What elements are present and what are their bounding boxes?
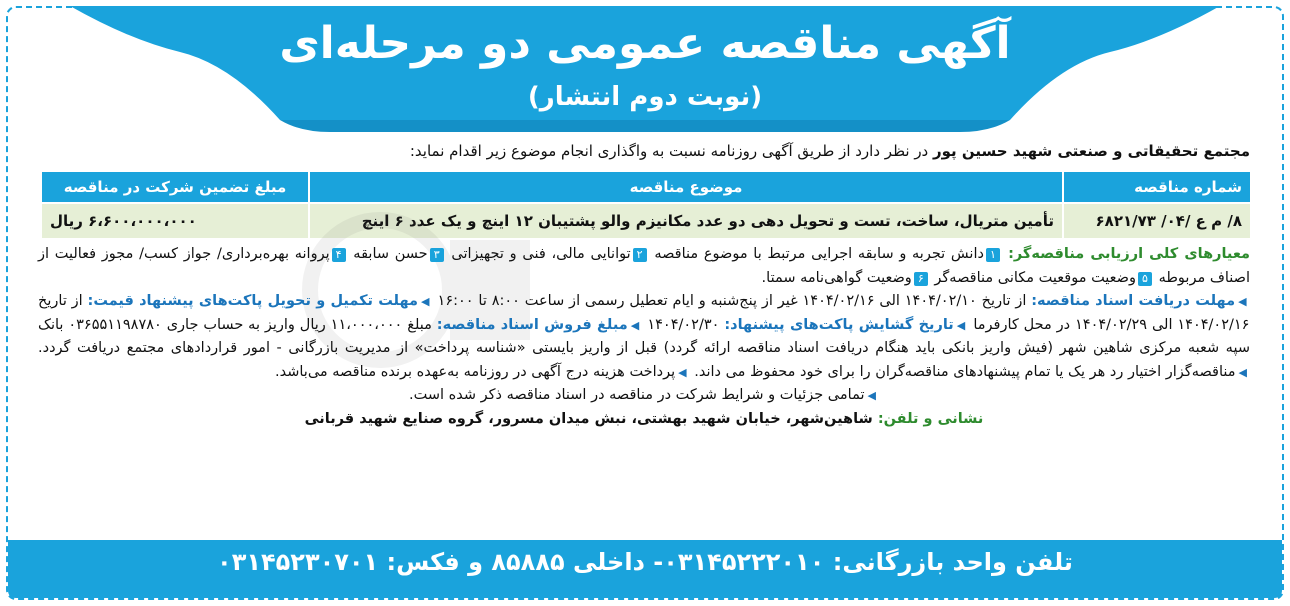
bullet-icon: ◀ [956,318,966,332]
criteria-item-3: حسن سابقه [347,246,428,262]
address-label: نشانی و تلفن: [872,410,984,427]
criteria-item-5: وضعیت موقعیت مکانی مناقصه‌گر [929,269,1136,286]
notice-title: آگهی مناقصه عمومی دو مرحله‌ای [279,18,1011,69]
address-text: شاهین‌شهر، خیابان شهید بهشتی، نبش میدان مسرور، گروه صنایع شهید قربانی [304,410,873,427]
criteria-badge-3: ۳ [430,248,444,262]
organization-name: مجتمع تحقیقاتی و صنعتی شهید حسین پور [933,142,1250,160]
receive-label: مهلت دریافت اسناد مناقصه: [1031,293,1236,309]
criteria-badge-4: ۴ [332,248,346,262]
address-line [38,408,1250,432]
bullet-icon: ◀ [867,389,876,402]
criteria-badge-5: ۵ [1138,272,1152,286]
notice-body [38,243,1250,431]
criteria-item-6: وضعیت گواهی‌نامه سمتا. [761,269,912,286]
reject-text: مناقصه‌گزار اختیار رد هر یک یا تمام پیشنهادهای مناقصه‌گران را برای خود محفوظ می داند. [689,363,1236,380]
tender-table [40,170,1252,240]
cost-text: پرداخت هزینه درج آگهی در روزنامه به‌عهده برنده مناقصه می‌باشد. [275,363,676,380]
criteria-badge-2: ۲ [633,248,647,262]
open-text: ۱۴۰۴/۰۲/۳۰ [642,316,725,333]
criteria-item-1: دانش تجربه و سابقه اجرایی مرتبط با موضوع مناقصه [648,246,984,262]
open-label: تاریخ گشایش پاکت‌های پیشنهاد: [724,316,954,333]
table-row [41,203,1251,239]
tender-number: ۸/ م ع /۰۴/ ۶۸۲۱/۷۳ [1063,203,1251,239]
tender-subject: تأمین متریال، ساخت، تست و تحویل دهی دو عدد مکانیزم والو پشتیبان ۱۲ اینچ و یک عدد ۶ اینچ [309,203,1063,239]
footer-phone: تلفن واحد بازرگانی: ۰۳۱۴۵۲۲۲۰۱۰- داخلی ۸۵۸۸۵ و فکس: ۰۳۱۴۵۲۳۰۷۰۱ [217,548,1073,576]
bullet-icon: ◀ [630,318,640,332]
price-label: مبلغ فروش اسناد مناقصه: [436,316,628,333]
details-text: تمامی جزئیات و شرایط شرکت در مناقصه در اسناد مناقصه ذکر شده است. [409,387,865,403]
bullet-icon: ◀ [678,365,687,379]
criteria-label: معیارهای کلی ارزیابی مناقصه‌گر: [1001,246,1250,262]
details-line [38,384,1250,408]
bullet-icon: ◀ [421,295,430,308]
header-tender-number: شماره مناقصه [1063,171,1251,203]
bullet-icon: ◀ [1238,365,1247,379]
bullet-icon: ◀ [1238,295,1247,308]
guarantee-amount: ۶،۶۰۰،۰۰۰،۰۰۰ ریال [41,203,309,239]
header-guarantee-amount: مبلغ تضمین شرکت در مناقصه [41,171,309,203]
submit-label: مهلت تکمیل و تحویل پاکت‌های پیشنهاد قیمت: [87,293,419,309]
price-text: مبلغ ۱۱،۰۰۰،۰۰۰ ریال واریز به حساب جاری ۰۳۶۵۵۱۱‌۹۸۷۸۰ بانک سپه شعبه مرکزی شاهین شهر (فیش واریز بانکی باید هنگام دریافت اسناد مناقصه ارائه گردد) قبل از واریز بایستی «شناسه پرداخت» از مدیریت بازرگانی - امور قراردادهای مجتمع دریافت گردد. [38,316,1250,356]
criteria-badge-1: ۱ [986,248,1000,262]
criteria-item-2: توانایی مالی، فنی و تجهیزاتی [445,246,631,262]
submit-text: از تاریخ ۱۴۰۴/۰۲/۱۶ الی ۱۴۰۴/۰۲/۲۹ در محل کارفرما [38,293,1250,333]
header-tender-subject: موضوع مناقصه [309,171,1063,203]
intro-text: در نظر دارد از طریق آگهی روزنامه نسبت به واگذاری انجام موضوع زیر اقدام نماید: [409,142,934,160]
criteria-badge-6: ۶ [914,272,928,286]
table-header-row [41,171,1251,203]
criteria-item-4: پروانه بهره‌برداری/ جواز کسب/ مجوز فعالیت از اصناف مربوطه [38,246,1250,286]
notice-subtitle: (نوبت دوم انتشار) [527,82,763,112]
criteria-paragraph [38,243,1250,290]
intro-line [40,142,1250,160]
receive-text: از تاریخ ۱۴۰۴/۰۲/۱۰ الی ۱۴۰۴/۰۲/۱۶ غیر از پنج‌شنبه و ایام تعطیل رسمی از ساعت ۸:۰۰ تا ۱۶:۰۰ [432,293,1032,309]
deadlines-paragraph [38,290,1250,384]
